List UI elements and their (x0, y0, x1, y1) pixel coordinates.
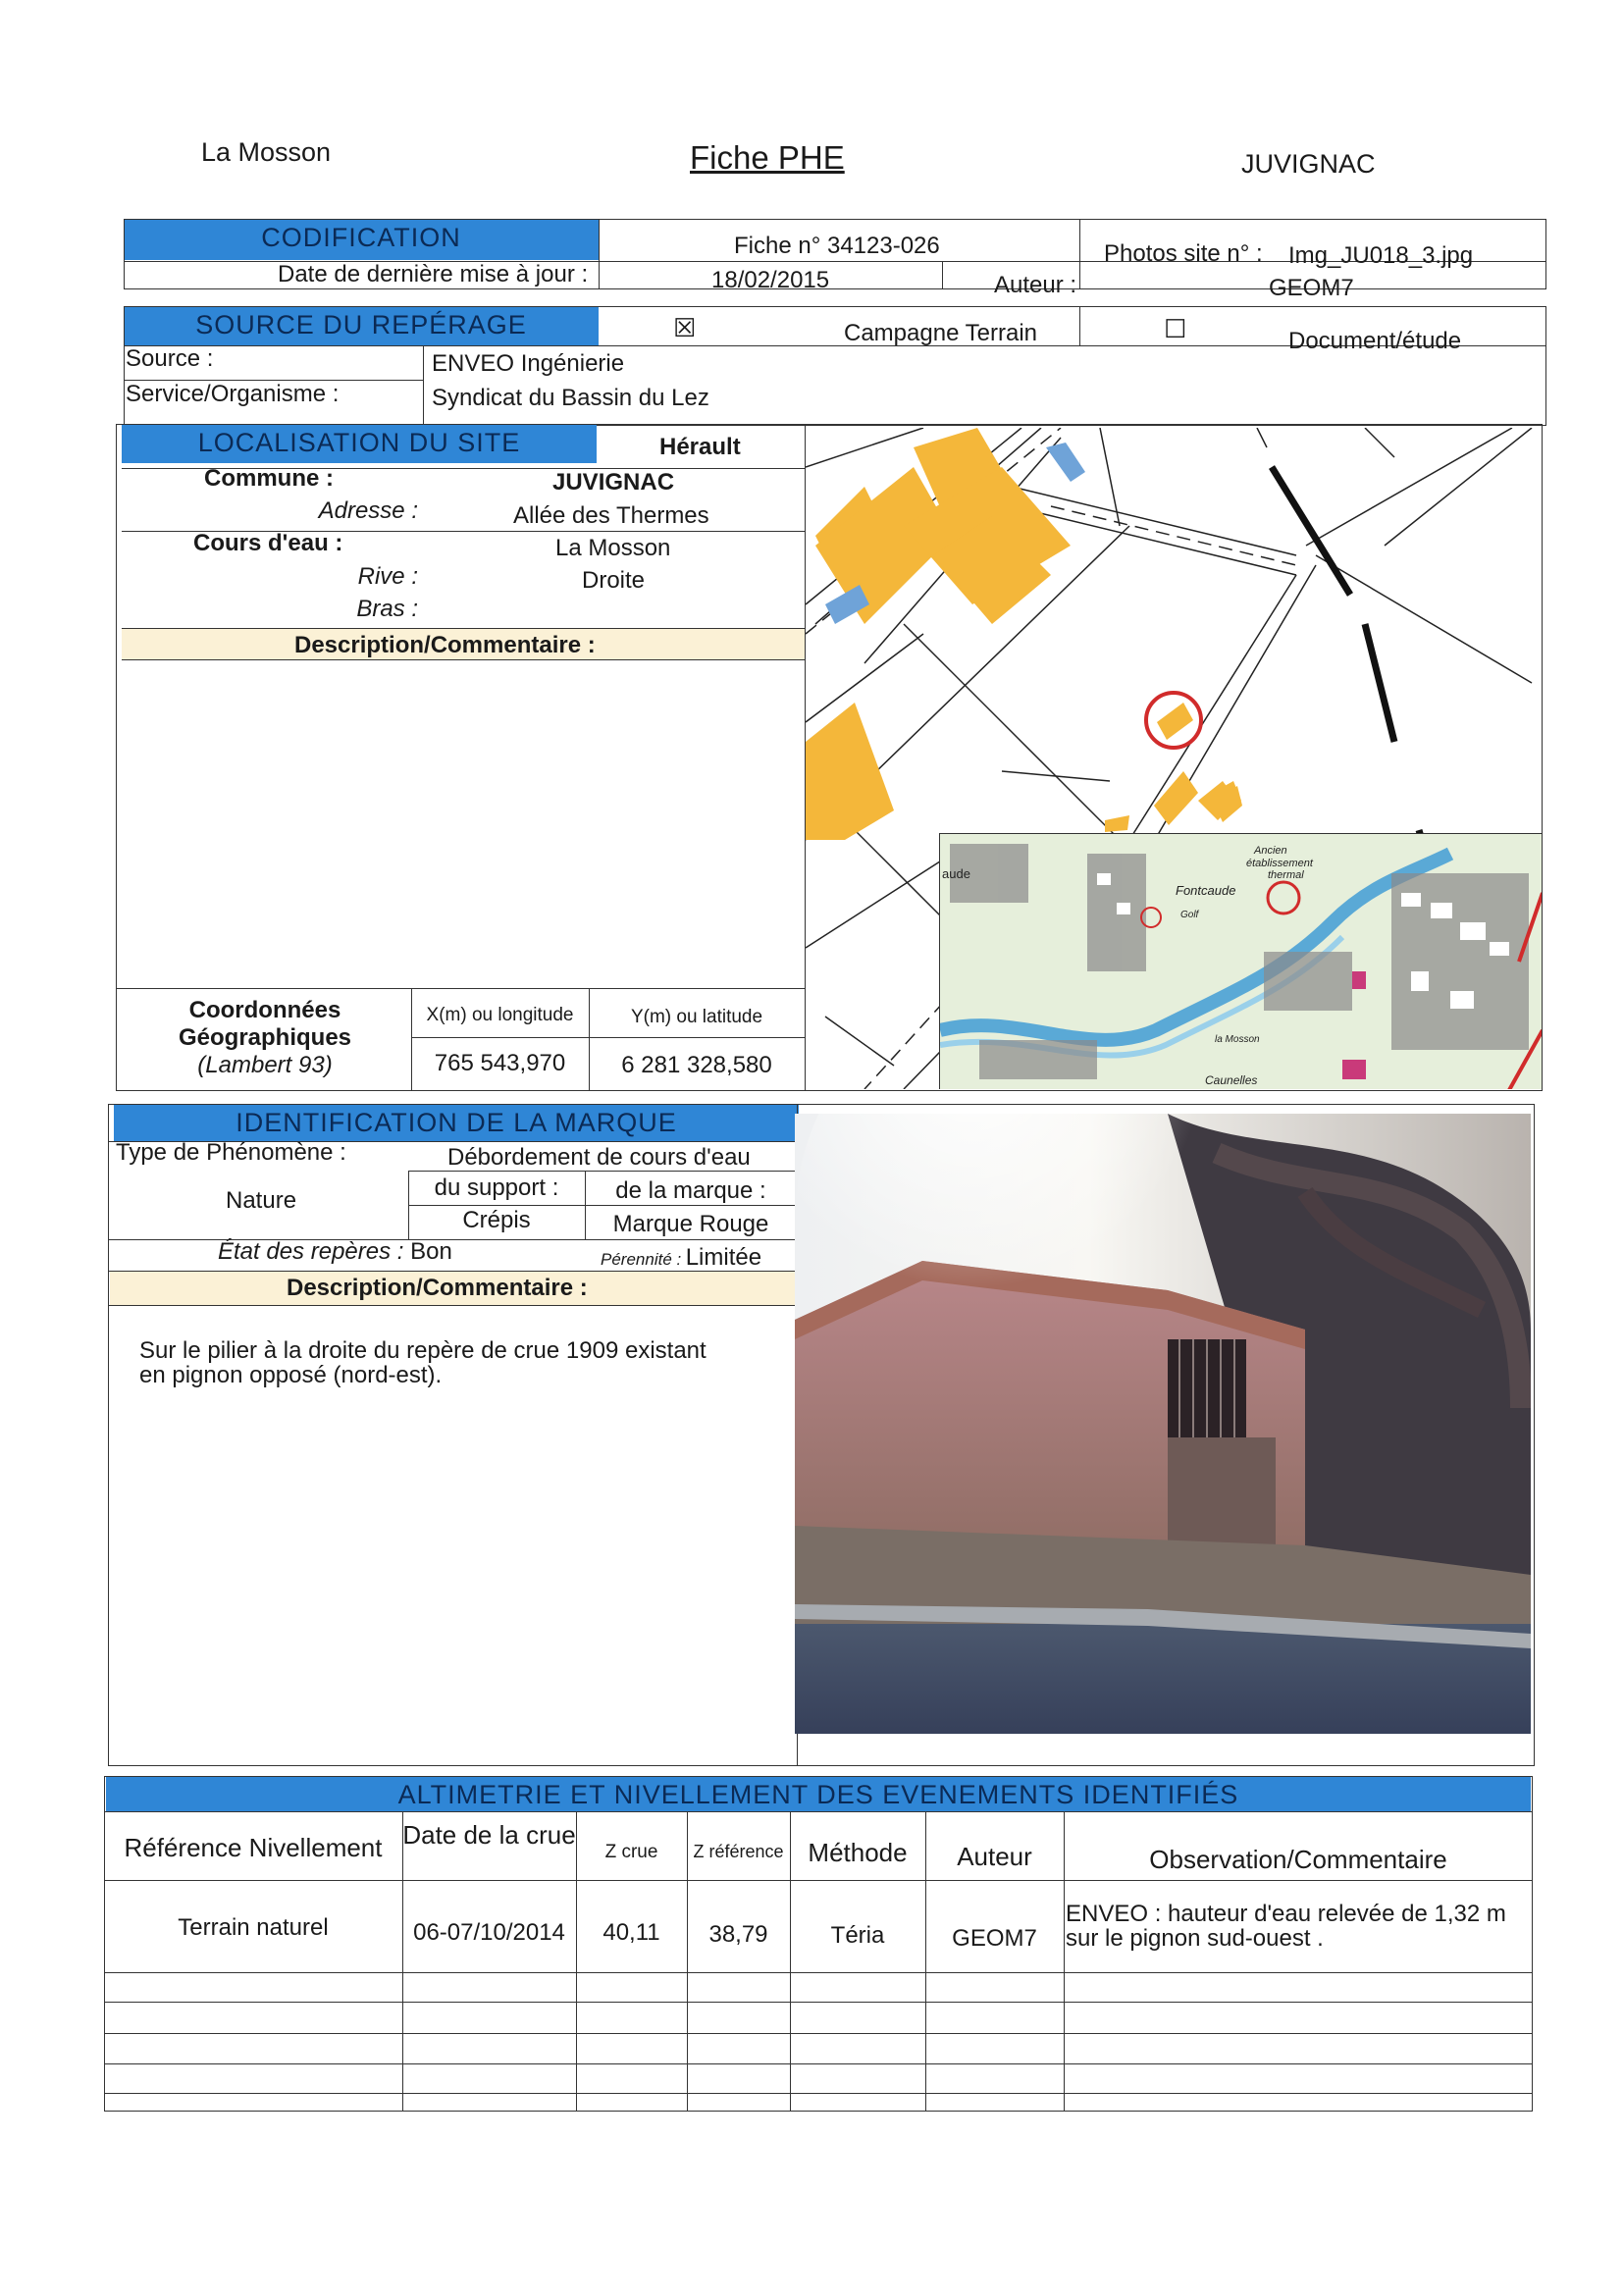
col-observation: Observation/Commentaire (1149, 1845, 1447, 1874)
support-label: du support : (434, 1174, 559, 1201)
cell-methode: Téria (830, 1922, 885, 1949)
col-date: Date de la crue (402, 1820, 576, 1850)
description-line-1: Sur le pilier à la droite du repère de crue 1909 existant (139, 1337, 707, 1364)
col-reference: Référence Nivellement (124, 1833, 383, 1862)
cell-auteur: GEOM7 (952, 1925, 1037, 1952)
y-label: Y(m) ou latitude (630, 1007, 763, 1027)
cell-observation-2: sur le pignon sud-ouest . (1066, 1925, 1324, 1952)
perennite-row (601, 1244, 761, 1272)
service-value: Syndicat du Bassin du Lez (432, 385, 709, 411)
date-value: 18/02/2015 (711, 267, 830, 293)
perennite-value: Limitée (685, 1244, 762, 1271)
cell-zref: 38,79 (708, 1921, 768, 1948)
auteur-value: GEOM7 (1269, 275, 1354, 301)
cours-value: La Mosson (555, 535, 671, 561)
inset-topo-map (939, 833, 1542, 1089)
header-left: La Mosson (201, 137, 332, 167)
campagne-checkbox[interactable]: ☒ (673, 313, 697, 342)
photos-value: Img_JU018_3.jpg (1288, 242, 1474, 269)
col-zcrue: Z crue (604, 1842, 658, 1862)
map-label-etablissement: établissement (1246, 858, 1313, 869)
map-label-ancien: Ancien (1254, 845, 1287, 857)
altimetrie-title: ALTIMETRIE ET NIVELLEMENT DES EVENEMENTS IDENTIFIÉS (106, 1776, 1531, 1811)
photos-label: Photos site n° : (1104, 240, 1263, 267)
y-value: 6 281 328,580 (621, 1052, 772, 1078)
site-photo (795, 1114, 1531, 1734)
source-label: Source : (126, 345, 214, 372)
bras-label: Bras : (356, 596, 418, 622)
header-right: JUVIGNAC (1241, 149, 1376, 179)
col-methode: Méthode (808, 1838, 908, 1867)
cell-date: 06-07/10/2014 (413, 1919, 565, 1946)
adresse-label: Adresse : (318, 497, 418, 524)
marque-value: Marque Rouge (612, 1211, 769, 1237)
departement: Hérault (659, 434, 741, 460)
map-label-mosson: la Mosson (1215, 1034, 1260, 1045)
fiche-number: Fiche n° 34123-026 (734, 233, 940, 259)
cadastral-map (806, 428, 1542, 1089)
commune-label: Commune : (204, 465, 334, 492)
cell-reference: Terrain naturel (178, 1914, 329, 1941)
adresse-value: Allée des Thermes (513, 502, 709, 529)
map-label-thermal: thermal (1268, 869, 1304, 881)
document-checkbox[interactable]: ☐ (1164, 314, 1187, 343)
coord-label-2: Géographiques (178, 1024, 352, 1051)
cours-label: Cours d'eau : (193, 530, 343, 556)
map-label-caunelles: Caunelles (1205, 1073, 1258, 1087)
map-label-fontcaude: Fontcaude (1176, 883, 1236, 898)
support-value: Crépis (462, 1207, 531, 1233)
coord-label-3: (Lambert 93) (197, 1052, 333, 1078)
type-value: Débordement de cours d'eau (447, 1144, 751, 1171)
etat-label: État des repères : (218, 1238, 404, 1265)
col-zref: Z référence (693, 1842, 784, 1861)
etat-value: Bon (410, 1238, 452, 1265)
x-label: X(m) ou longitude (426, 1005, 574, 1025)
rive-value: Droite (582, 567, 646, 594)
cell-observation-1: ENVEO : hauteur d'eau relevée de 1,32 m (1066, 1901, 1506, 1927)
date-label: Date de dernière mise à jour : (278, 261, 589, 287)
nature-label: Nature (226, 1187, 297, 1214)
rive-label: Rive : (357, 563, 418, 590)
marque-label: de la marque : (615, 1177, 766, 1204)
codification-title: CODIFICATION (124, 219, 599, 260)
cell-zcrue: 40,11 (602, 1919, 660, 1946)
document-label: Document/étude (1288, 328, 1462, 354)
perennite-label: Pérennité : (601, 1250, 682, 1269)
x-value: 765 543,970 (434, 1050, 566, 1076)
source-value: ENVEO Ingénierie (432, 350, 625, 377)
auteur-label: Auteur : (994, 272, 1077, 298)
etat-row (218, 1238, 452, 1266)
type-label: Type de Phénomène : (116, 1139, 346, 1166)
map-label-golf: Golf (1180, 910, 1199, 920)
campagne-label: Campagne Terrain (844, 320, 1038, 346)
coord-label-1: Coordonnées (188, 997, 341, 1023)
col-auteur: Auteur (957, 1842, 1032, 1871)
localisation-title: LOCALISATION DU SITE (122, 424, 597, 463)
identification-title: IDENTIFICATION DE LA MARQUE (114, 1104, 799, 1141)
identification-description-label: Description/Commentaire : (287, 1275, 588, 1301)
source-title: SOURCE DU REPÉRAGE (124, 306, 599, 345)
page-title: Fiche PHE (690, 139, 845, 176)
description-line-2: en pignon opposé (nord-est). (139, 1362, 443, 1388)
commune-value: JUVIGNAC (552, 469, 675, 496)
localisation-description-label: Description/Commentaire : (294, 632, 596, 658)
map-label-aude: aude (942, 866, 970, 881)
service-label: Service/Organisme : (126, 381, 340, 407)
